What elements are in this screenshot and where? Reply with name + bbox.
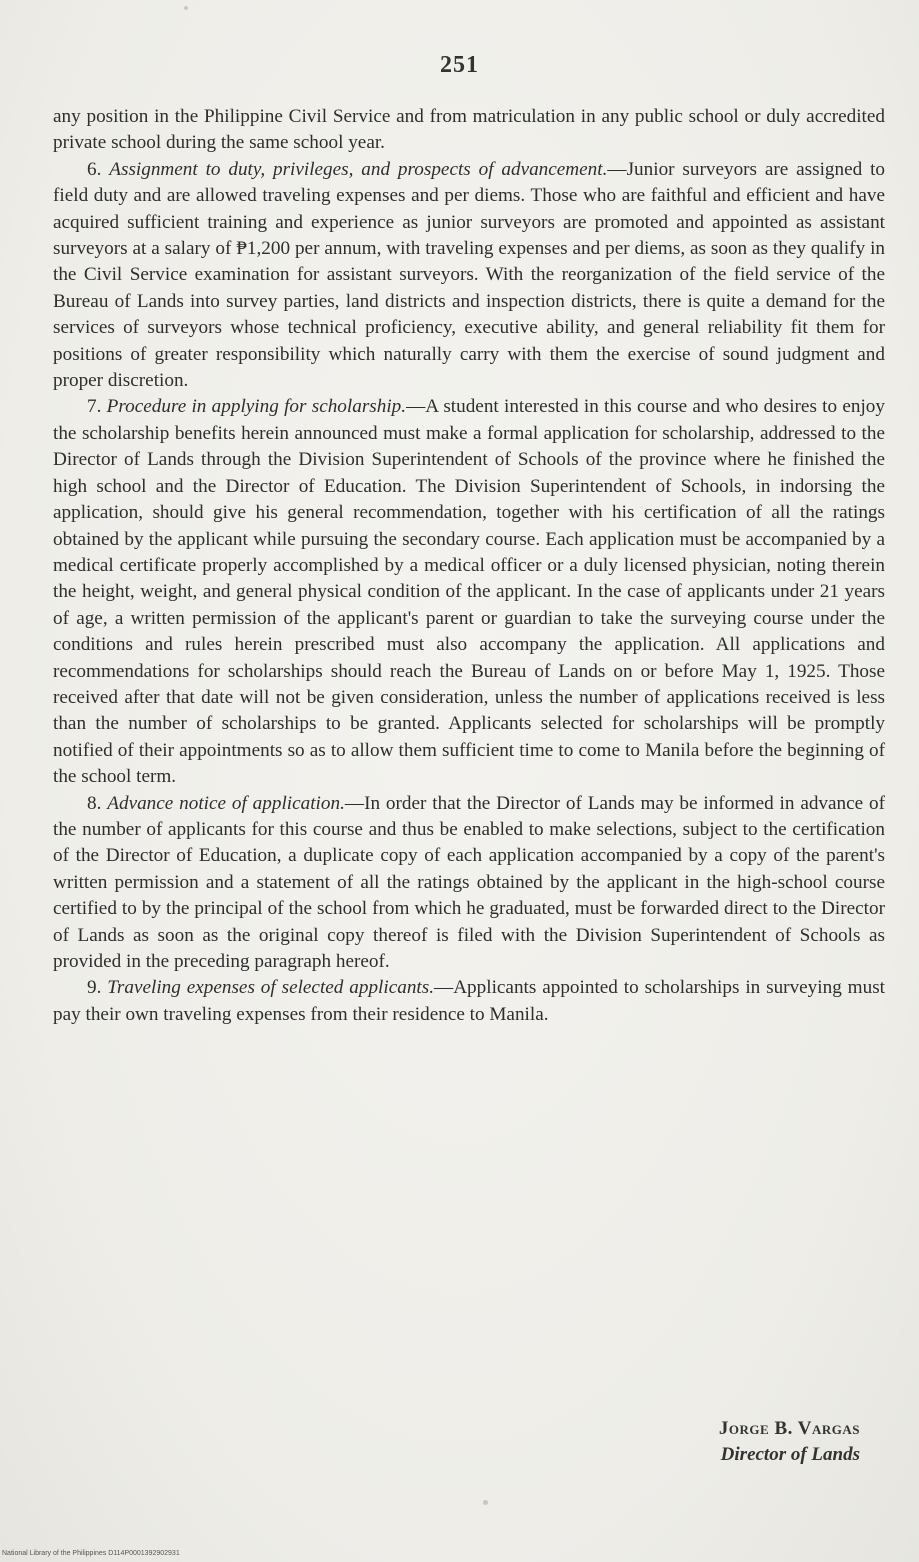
signatory-title: Director of Lands [720, 1444, 860, 1465]
paper-speck [483, 1500, 488, 1505]
paragraph-heading: Procedure in applying for scholarship. [106, 396, 407, 418]
scan-credit: National Library of the Philippines D114P0001392902931 [2, 1550, 180, 1557]
paragraph-text: —Applicants appointed to scholarships in surveying must pay their own traveling expenses from their residence to Manila. [53, 977, 885, 1025]
paragraph-text: —In order that the Director of Lands may be informed in advance of the number of applicants for this course and thus be enabled to make selections, subject to the certification of the Director of Education, a duplicate copy of each application accompanied by a copy of the parent's written permission and a statement of all the ratings obtained by the applicant in the high-school course certified to by the principal of the school from which he graduated, must be forwarded direct to the Director of Lands as soon as the original copy thereof is filed with the Division Superintendent of Schools as provided in the preceding paragraph hereof. [53, 792, 886, 972]
paragraph-6 [53, 157, 885, 395]
paragraph-continuation [53, 104, 885, 157]
paragraph-number: 7. [87, 396, 102, 418]
paragraph-text: —A student interested in this course and who desires to enjoy the scholarship benefits herein announced must make a formal application for scholarship, addressed to the Director of Lands through the Division Superintendent of Schools of the province where he finished the high school and the Director of Education. The Division Superintendent of Schools, in indorsing the application, should give his general recommendation, together with his certification of all the ratings obtained by the applicant while pursuing the secondary course. Each application must be accompanied by a medical certificate properly accomplished by a medical officer or a duly licensed physician, noting therein the height, weight, and general physical condition of the applicant. In the case of applicants under 21 years of age, a written permission of the applicant's parent or guardian to take the surveying course under the conditions and rules herein prescribed must also accompany the application. All applications and recommendations for scholarships should reach the Bureau of Lands on or before May 1, 1925. Those received after that date will not be given consideration, unless the number of applications received is less than the number of scholarships to be granted. Applicants selected for scholarships will be promptly notified of their appointments so as to allow them sufficient time to come to Manila before the beginning of the school term. [53, 396, 885, 788]
paragraph-heading: Traveling expenses of selected applicants. [107, 977, 435, 999]
paragraph-text: —Junior surveyors are assigned to field duty and are allowed traveling expenses and per diems. Those who are faithful and efficient and have acquired sufficient training and experience as junior surveyors are promoted and appointed as assistant surveyors at a salary of ₱1,200 per annum, with traveling expenses and per diems, as soon as they qualify in the Civil Service examination for assistant surveyors. With the reorganization of the field service of the Bureau of Lands into survey parties, land districts and inspection districts, there is quite a demand for the services of surveyors whose technical proficiency, executive ability, and general reliability fit them for positions of greater responsibility which naturally carry with them the exercise of sound judgment and proper discretion. [53, 158, 886, 392]
paragraph-number: 9. [87, 977, 102, 999]
paragraph-text: any position in the Philippine Civil Service and from matriculation in any public school or duly accredited private school during the same school year. [53, 106, 885, 154]
signature-block [560, 1416, 860, 1468]
paragraph-heading: Assignment to duty, privileges, and prospects of advancement. [109, 158, 608, 180]
page-number: 251 [440, 52, 479, 78]
paragraph-heading: Advance notice of application. [107, 792, 345, 814]
paragraph-number: 6. [87, 158, 102, 180]
paragraph-7 [53, 394, 885, 790]
paper-speck [184, 6, 188, 10]
paragraph-9 [53, 975, 885, 1028]
paragraph-number: 8. [87, 792, 102, 814]
signatory-name: Jorge B. Vargas [718, 1418, 860, 1439]
body-text [53, 104, 885, 1028]
paragraph-8 [53, 791, 885, 976]
